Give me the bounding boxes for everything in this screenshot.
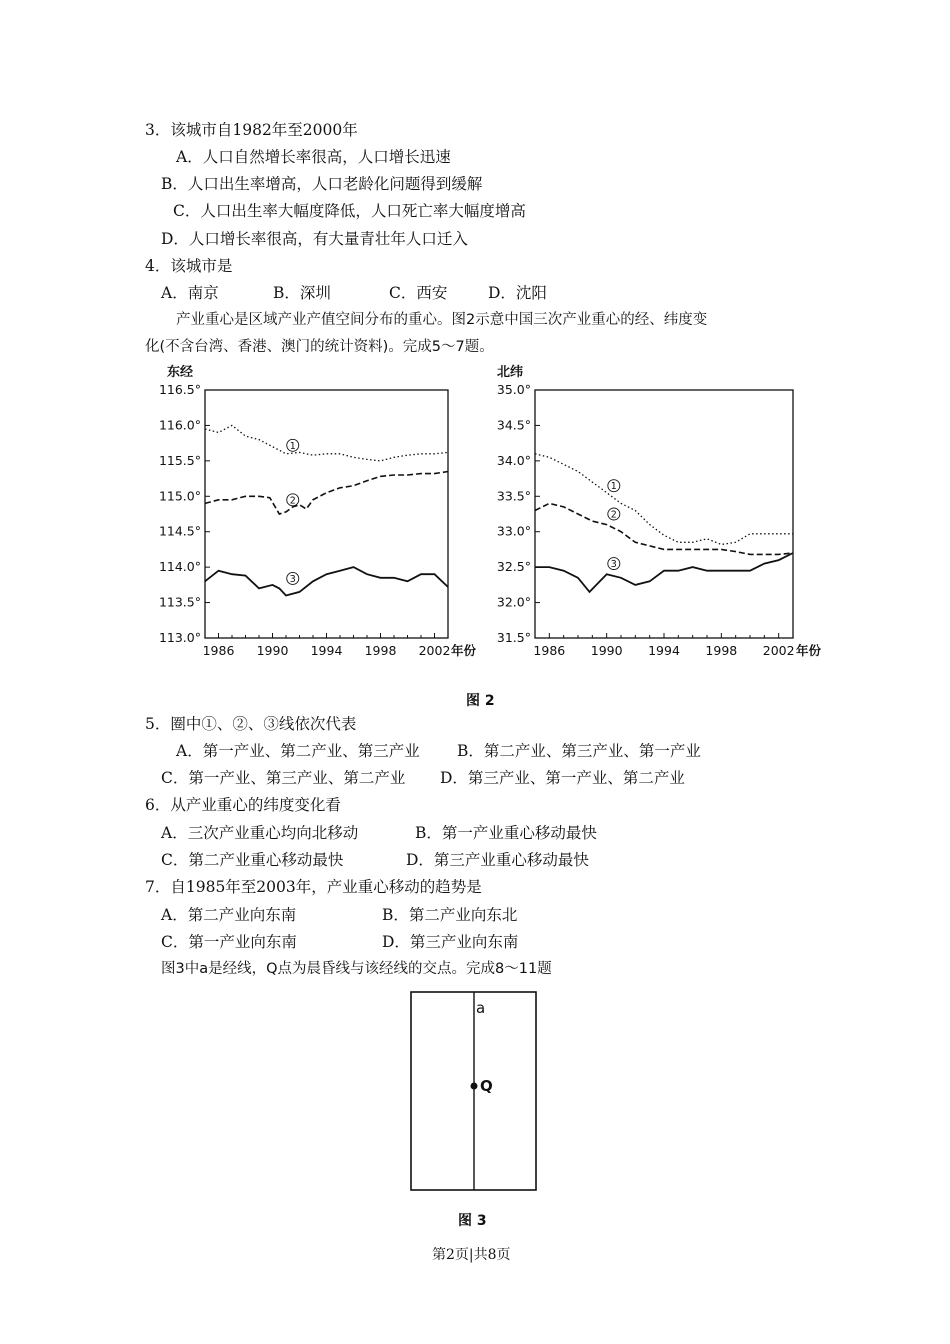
y-tick-label: 32.0° — [496, 594, 531, 610]
x-tick-label: 1998 — [705, 643, 738, 658]
series-line-2 — [535, 503, 793, 554]
x-tick-label: 2002 — [762, 643, 795, 658]
point-q — [471, 1083, 478, 1090]
series-label-3: 3 — [289, 573, 296, 585]
figure3-caption: 图 3 — [458, 1213, 487, 1229]
q6-option-d: D．第三产业重心移动最快 — [406, 851, 589, 869]
q3-option-a: A．人口自然增长率很高，人口增长迅速 — [176, 148, 451, 166]
q5-option-b: B．第二产业、第三产业、第一产业 — [457, 742, 701, 760]
series-line-2 — [205, 472, 448, 515]
x-axis-label: 年份 — [451, 643, 477, 658]
y-tick-label: 35.0° — [496, 382, 531, 397]
series-label-1: 1 — [610, 481, 617, 493]
y-tick-label: 116.5° — [158, 382, 201, 397]
x-tick-label: 1990 — [256, 643, 289, 658]
q7-option-c: C．第一产业向东南 — [161, 933, 297, 951]
y-tick-label: 115.5° — [158, 452, 201, 468]
series-label-1: 1 — [289, 440, 296, 452]
q4-option-c: C．西安 — [389, 284, 448, 302]
q6-option-c: C．第二产业重心移动最快 — [161, 851, 344, 869]
q4-option-b: B．深圳 — [273, 284, 331, 302]
q5-option-c: C．第一产业、第三产业、第二产业 — [161, 769, 406, 787]
x-tick-label: 1994 — [310, 643, 343, 658]
x-tick-label: 1986 — [533, 643, 566, 658]
q5-option-d: D．第三产业、第一产业、第二产业 — [440, 769, 685, 787]
q6-option-a: A．三次产业重心均向北移动 — [161, 824, 359, 842]
y-tick-label: 32.5° — [496, 559, 531, 575]
intro-5-7-line2: 化(不含台湾、香港、澳门的统计资料)。完成5～7题。 — [145, 339, 494, 355]
q5-option-a: A．第一产业、第二产业、第三产业 — [176, 742, 420, 760]
figure3-diagram — [405, 988, 540, 1198]
y-tick-label: 116.0° — [158, 417, 201, 433]
q3-stem: 3．该城市自1982年至2000年 — [145, 121, 358, 139]
q7-option-d: D．第三产业向东南 — [382, 933, 519, 951]
q6-stem: 6．从产业重心的纬度变化看 — [145, 796, 341, 814]
series-label-2: 2 — [289, 495, 296, 507]
figure2-caption: 图 2 — [466, 693, 495, 709]
x-tick-label: 1990 — [590, 643, 623, 658]
y-tick-label: 34.0° — [496, 452, 531, 468]
q4-option-d: D．沈阳 — [488, 284, 547, 302]
q5-stem: 5．圈中①、②、③线依次代表 — [145, 715, 357, 733]
x-axis-label: 年份 — [796, 643, 822, 658]
y-tick-label: 33.5° — [496, 488, 531, 504]
series-line-1 — [205, 425, 448, 461]
page-footer: 第2页|共8页 — [432, 1247, 511, 1263]
series-line-3 — [535, 553, 793, 592]
plot-frame — [535, 390, 793, 638]
y-tick-label: 114.5° — [158, 523, 201, 539]
y-tick-label: 113.0° — [158, 630, 201, 645]
q7-option-a: A．第二产业向东南 — [161, 906, 297, 924]
label-a: a — [476, 999, 486, 1017]
intro-5-7-line1: 产业重心是区域产业产值空间分布的重心。图2示意中国三次产业重心的经、纬度变 — [176, 312, 708, 328]
y-axis-label: 北纬 — [497, 365, 524, 380]
x-tick-label: 2002 — [418, 643, 451, 658]
q3-option-b: B．人口出生率增高，人口老龄化问题得到缓解 — [161, 175, 483, 193]
y-tick-label: 115.0° — [158, 488, 201, 504]
y-tick-label: 114.0° — [158, 559, 201, 575]
y-axis-label: 东经 — [167, 365, 194, 380]
x-tick-label: 1986 — [202, 643, 235, 658]
q6-option-b: B．第一产业重心移动最快 — [415, 824, 597, 842]
intro-8-11: 图3中a是经线，Q点为晨昏线与该经线的交点。完成8～11题 — [161, 961, 552, 977]
series-label-3: 3 — [610, 559, 617, 571]
label-q: Q — [480, 1077, 493, 1095]
x-tick-label: 1998 — [364, 643, 397, 658]
q7-option-b: B．第二产业向东北 — [382, 906, 518, 924]
y-tick-label: 34.5° — [496, 417, 531, 433]
series-line-3 — [205, 567, 448, 595]
y-tick-label: 31.5° — [496, 630, 531, 645]
y-tick-label: 113.5° — [158, 594, 201, 610]
latitude-chart — [475, 360, 822, 665]
series-line-1 — [535, 454, 793, 545]
plot-frame — [205, 390, 448, 638]
q4-option-a: A．南京 — [161, 284, 219, 302]
x-tick-label: 1994 — [648, 643, 680, 658]
q7-stem: 7．自1985年至2003年，产业重心移动的趋势是 — [145, 878, 482, 896]
q4-stem: 4．该城市是 — [145, 257, 233, 275]
q3-option-d: D．人口增长率很高，有大量青壮年人口迁入 — [161, 230, 468, 248]
y-tick-label: 33.0° — [496, 523, 531, 539]
q3-option-c: C．人口出生率大幅度降低，人口死亡率大幅度增高 — [173, 202, 526, 220]
series-label-2: 2 — [610, 509, 617, 521]
longitude-chart — [140, 360, 477, 665]
